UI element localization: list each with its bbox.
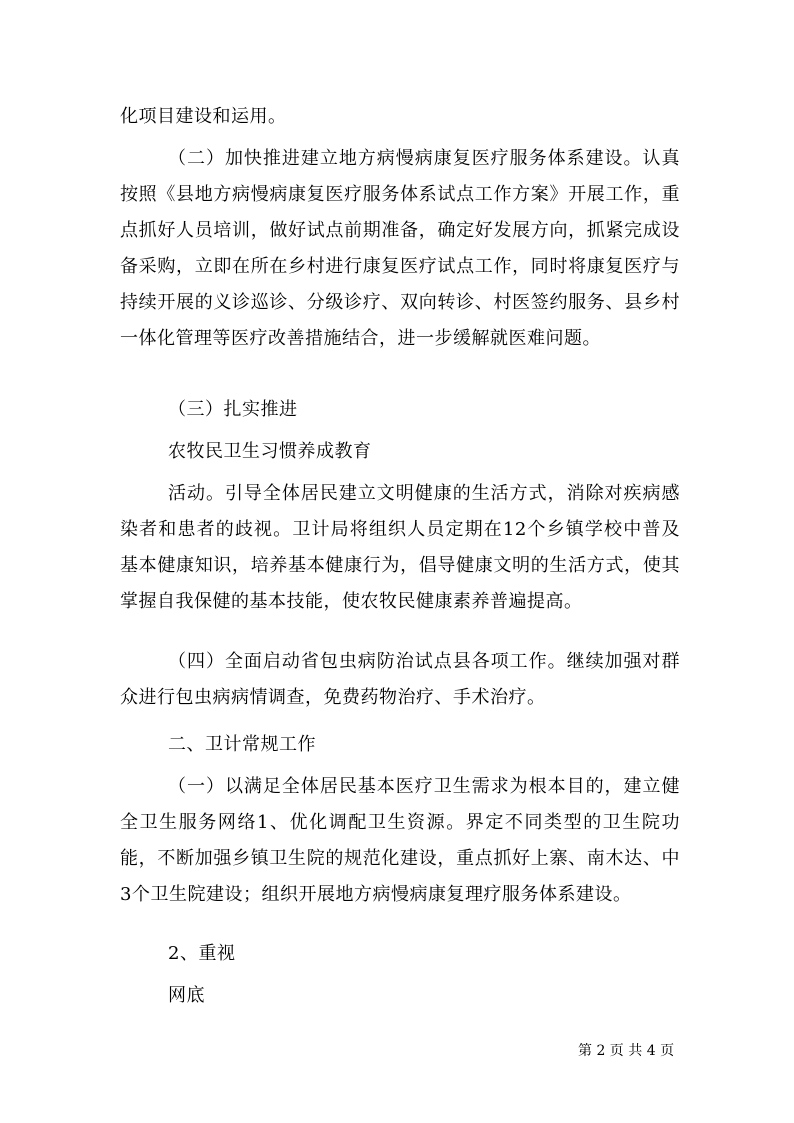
paragraph-wangdi: 网底 xyxy=(168,985,205,1006)
paragraph-activity: 活动。引导全体居民建立文明健康的生活方式，消除对疾病感染者和患者的歧视。卫计局将组织人员定期在12个乡镇学校中普及基本健康知识，培养基本健康行为，倡导健康文明的生活方式，使其掌握自我保健的基本技能，使农牧民健康素养普遍提高。 xyxy=(120,483,680,612)
paragraph-section-3-heading: （三）扎实推进 xyxy=(168,399,298,420)
paragraph-section-2: （二）加快推进建立地方病慢病康复医疗服务体系建设。认真按照《县地方病慢病康复医疗服务体系试点工作方案》开展工作，重点抓好人员培训，做好试点前期准备，确定好发展方向，抓紧完成设备采购，立即在所在乡村进行康复医疗试点工作，同时将康复医疗与持续开展的义诊巡诊、分级诊疗、双向转诊、村医签约服务、县乡村一体化管理等医疗改善措施结合，进一步缓解就医难问题。 xyxy=(120,148,680,349)
paragraph-section-4: （四）全面启动省包虫病防治试点县各项工作。继续加强对群众进行包虫病病情调查，免费药物治疗、手术治疗。 xyxy=(120,651,680,708)
paragraph-continuation: 化项目建设和运用。 xyxy=(120,106,287,127)
paragraph-routine-heading: 二、卫计常规工作 xyxy=(168,734,316,755)
page-number-footer: 第 2 页 共 4 页 xyxy=(578,1043,675,1059)
paragraph-routine-1: （一）以满足全体居民基本医疗卫生需求为根本目的，建立健全卫生服务网络1、优化调配卫生资源。界定不同类型的卫生院功能，不断加强乡镇卫生院的规范化建设，重点抓好上寨、南木达、中3个卫生院建设；组织开展地方病慢病康复理疗服务体系建设。 xyxy=(120,776,680,905)
paragraph-education-title: 农牧民卫生习惯养成教育 xyxy=(168,441,372,462)
paragraph-item-2: 2、重视 xyxy=(168,943,236,964)
